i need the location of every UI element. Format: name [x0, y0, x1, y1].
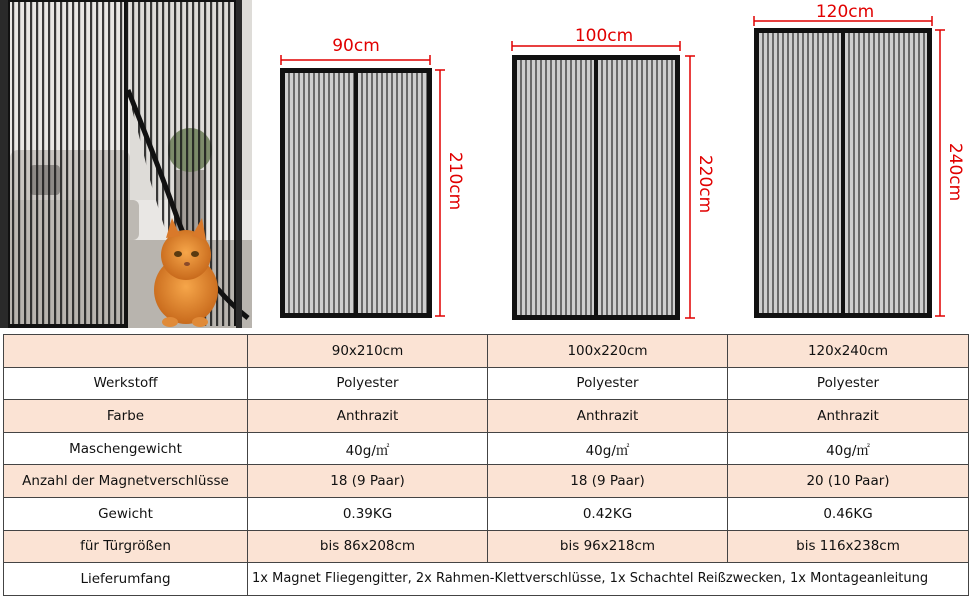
- table-cell: Polyester: [248, 367, 488, 400]
- table-row: [4, 367, 969, 400]
- table-cell: 40g/㎡: [248, 432, 488, 465]
- screen-right-panel: [356, 73, 427, 313]
- table-cell: Anthrazit: [248, 400, 488, 433]
- table-row: [4, 530, 969, 563]
- screen-left-panel: [517, 60, 596, 315]
- screen-frame: [754, 28, 932, 318]
- table-cell: 18 (9 Paar): [488, 465, 728, 498]
- row-label: Farbe: [4, 400, 248, 433]
- row-label: Lieferumfang: [4, 563, 248, 596]
- width-label: 100cm: [574, 26, 634, 46]
- width-label: 90cm: [332, 36, 380, 56]
- width-label: 120cm: [815, 2, 875, 22]
- table-cell: Anthrazit: [488, 400, 728, 433]
- table-cell: 40g/㎡: [488, 432, 728, 465]
- table-cell: Polyester: [488, 367, 728, 400]
- table-row: [4, 432, 969, 465]
- table-cell: 0.42KG: [488, 497, 728, 530]
- table-cell: 20 (10 Paar): [728, 465, 969, 498]
- table-row: [4, 465, 969, 498]
- height-label: 240cm: [945, 142, 965, 202]
- table-row: [4, 400, 969, 433]
- screen-right-panel: [596, 60, 675, 315]
- table-cell: Polyester: [728, 367, 969, 400]
- table-cell: 18 (9 Paar): [248, 465, 488, 498]
- row-label: für Türgrößen: [4, 530, 248, 563]
- table-cell: bis 86x208cm: [248, 530, 488, 563]
- screen-left-panel: [285, 73, 356, 313]
- row-label: Werkstoff: [4, 367, 248, 400]
- spec-table: [3, 334, 969, 596]
- screen-right-panel: [843, 33, 927, 313]
- row-label: Gewicht: [4, 497, 248, 530]
- table-header-cell: 100x220cm: [488, 335, 728, 368]
- table-cell: 40g/㎡: [728, 432, 969, 465]
- table-header-cell: 120x240cm: [728, 335, 969, 368]
- screen-frame: [512, 55, 680, 320]
- screen-left-panel: [759, 33, 843, 313]
- table-row: [4, 497, 969, 530]
- table-header-cell: 90x210cm: [248, 335, 488, 368]
- delivery-scope-cell: 1x Magnet Fliegengitter, 2x Rahmen-Klettverschlüsse, 1x Schachtel Reißzwecken, 1x Montageanleitung: [248, 563, 969, 596]
- living-room-scene: [0, 0, 252, 328]
- height-label: 220cm: [695, 154, 715, 214]
- screen-frame: [280, 68, 432, 318]
- table-header-row: [4, 335, 969, 368]
- table-cell: bis 96x218cm: [488, 530, 728, 563]
- product-photo: [0, 0, 252, 328]
- screen-diagram-100x220: [510, 26, 720, 326]
- table-cell: bis 116x238cm: [728, 530, 969, 563]
- row-label: Anzahl der Magnetverschlüsse: [4, 465, 248, 498]
- table-cell: Anthrazit: [728, 400, 969, 433]
- table-row-delivery: [4, 563, 969, 596]
- height-label: 210cm: [445, 151, 465, 211]
- screen-diagram-90x210: [278, 36, 468, 326]
- row-label: Maschengewicht: [4, 432, 248, 465]
- table-header-cell: [4, 335, 248, 368]
- screen-diagram-120x240: [752, 2, 968, 324]
- table-cell: 0.46KG: [728, 497, 969, 530]
- table-cell: 0.39KG: [248, 497, 488, 530]
